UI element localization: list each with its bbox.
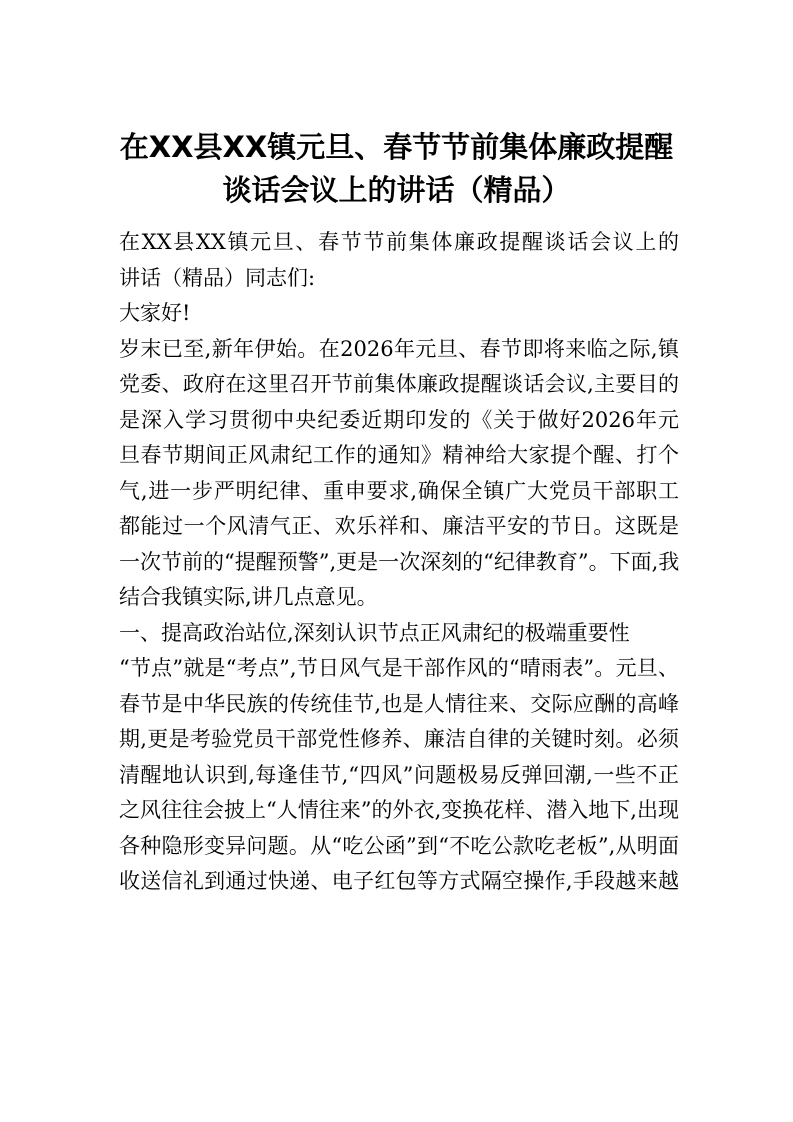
document-title-line-2: 谈话会议上的讲话（精品） xyxy=(222,173,571,207)
body-line: 之风往往会披上“人情往来”的外衣,变换花样、潜入地下,出现 xyxy=(119,798,679,822)
section-heading: 一、提高政治站位,深刻认识节点正风肃纪的极端重要性 xyxy=(119,620,630,645)
body-line: 都能过一个风清气正、欢乐祥和、廉洁平安的节日。这既是 xyxy=(119,514,679,538)
body-line: 春节是中华民族的传统佳节,也是人情往来、交际应酬的高峰 xyxy=(119,691,679,716)
body-line: 期,更是考验党员干部党性修养、廉洁自律的关键时刻。必须 xyxy=(119,727,679,751)
document-body xyxy=(119,225,679,900)
body-line: 是深入学习贯彻中央纪委近期印发的《关于做好2026年元 xyxy=(119,407,679,432)
body-line: 党委、政府在这里召开节前集体廉政提醒谈话会议,主要目的 xyxy=(119,372,679,396)
body-line: 讲话（精品）同志们: xyxy=(119,265,316,290)
body-line: 各种隐形变异问题。从“吃公函”到“不吃公款吃老板”,从明面 xyxy=(119,833,679,858)
body-line: 结合我镇实际,讲几点意见。 xyxy=(119,585,378,609)
body-line: 岁末已至,新年伊始。在2026年元旦、春节即将来临之际,镇 xyxy=(119,336,679,361)
body-line: 大家好! xyxy=(119,301,191,325)
body-line: 旦春节期间正风肃纪工作的通知》精神给大家提个醒、打个 xyxy=(119,443,679,467)
body-line: 在XX县XX镇元旦、春节节前集体廉政提醒谈话会议上的 xyxy=(119,230,679,254)
body-line: 一次节前的“提醒预警”,更是一次深刻的“纪律教育”。下面,我 xyxy=(119,549,679,574)
body-line: “节点”就是“考点”,节日风气是干部作风的“晴雨表”。元旦、 xyxy=(119,656,679,680)
body-line: 收送信礼到通过快递、电子红包等方式隔空操作,手段越来越 xyxy=(119,869,679,893)
document-title-line-1: 在XX县XX镇元旦、春节节前集体廉政提醒 xyxy=(119,130,674,164)
body-line: 清醒地认识到,每逢佳节,“四风”问题极易反弹回潮,一些不正 xyxy=(119,762,679,787)
body-line: 气,进一步严明纪律、重申要求,确保全镇广大党员干部职工 xyxy=(119,478,679,503)
